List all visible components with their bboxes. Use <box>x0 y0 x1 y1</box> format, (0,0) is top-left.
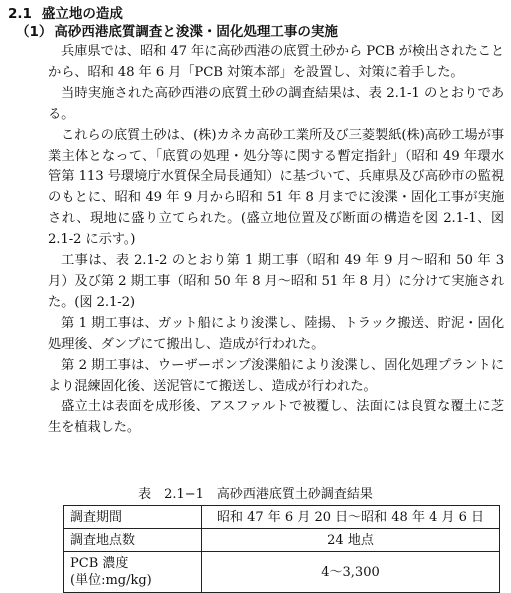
row-label-survey-points: 調査地点数 <box>64 529 202 552</box>
table-row <box>64 552 500 593</box>
section-title: 盛立地の造成 <box>41 6 123 22</box>
row-value-survey-points: 24 地点 <box>202 529 500 552</box>
subsection-number: （1） <box>16 24 53 40</box>
paragraph-construction-phases: 工事は、表 2.1-2 のとおり第 1 期工事（昭和 49 年 9 月〜昭和 50 年 3 月）及び第 2 期工事（昭和 50 年 8 月〜昭和 51 年 8 月）に分けて実施された。(図 2.1-2) <box>48 253 504 310</box>
paragraph-dredging-project: これらの底質土砂は、(株)カネカ高砂工業所及び三菱製紙(株)高砂工場が事業主体となって、「底質の処理・処分等に関する暫定指針」（昭和 49 年環水管第 113 号環境庁水質保全局長通知）に基づいて、兵庫県及び高砂市の監視のもとに、昭和 49 年 9 月から昭和 51 年 8 月までに浚渫・固化工事が実施され、現地に盛り立てられた。(盛立地位置及び断面の構造を図 2.1-1、図 2.1-2 に示す。) <box>48 127 504 248</box>
pcb-label: PCB 濃度 <box>70 556 129 571</box>
section-heading <box>8 5 123 23</box>
paragraph-survey-result: 当時実施された高砂西港の底質土砂の調査結果は、表 2.1-1 のとおりである。 <box>48 85 504 122</box>
paragraph-phase-2: 第 2 期工事は、ウーザーポンプ浚渫船により浚渫し、固化処理プラントにより混練固化後、送泥管にて搬送し、造成が行われた。 <box>48 357 504 394</box>
subsection-heading <box>8 23 338 41</box>
table-row <box>64 529 500 552</box>
paragraph-surface-finish: 盛立土は表面を成形後、アスファルトで被覆し、法面には良質な覆土に芝生を植栽した。 <box>48 399 504 436</box>
table-row <box>64 506 500 529</box>
paragraph-phase-1: 第 1 期工事は、ガット船により浚渫し、陸揚、トラック搬送、貯泥・固化処理後、ダンプにて搬出し、造成が行われた。 <box>48 315 504 352</box>
pcb-unit: (単位:mg/kg) <box>70 573 152 588</box>
table-caption: 表 2.1−1 高砂西港底質土砂調査結果 <box>138 487 373 502</box>
section-number: 2.1 <box>8 6 32 22</box>
row-label-survey-period: 調査期間 <box>64 506 202 529</box>
paragraph-pcb-detection: 兵庫県では、昭和 47 年に高砂西港の底質土砂から PCB が検出されたことから、昭和 48 年 6 月「PCB 対策本部」を設置し、対策に着手した。 <box>48 44 504 80</box>
body-text <box>48 42 504 439</box>
row-label-pcb-concentration <box>64 552 202 593</box>
row-value-survey-period: 昭和 47 年 6 月 20 日〜昭和 48 年 4 月 6 日 <box>202 506 500 529</box>
row-value-pcb-concentration: 4〜3,300 <box>202 552 500 593</box>
subsection-title: 高砂西港底質調査と浚渫・固化処理工事の実施 <box>54 24 338 40</box>
